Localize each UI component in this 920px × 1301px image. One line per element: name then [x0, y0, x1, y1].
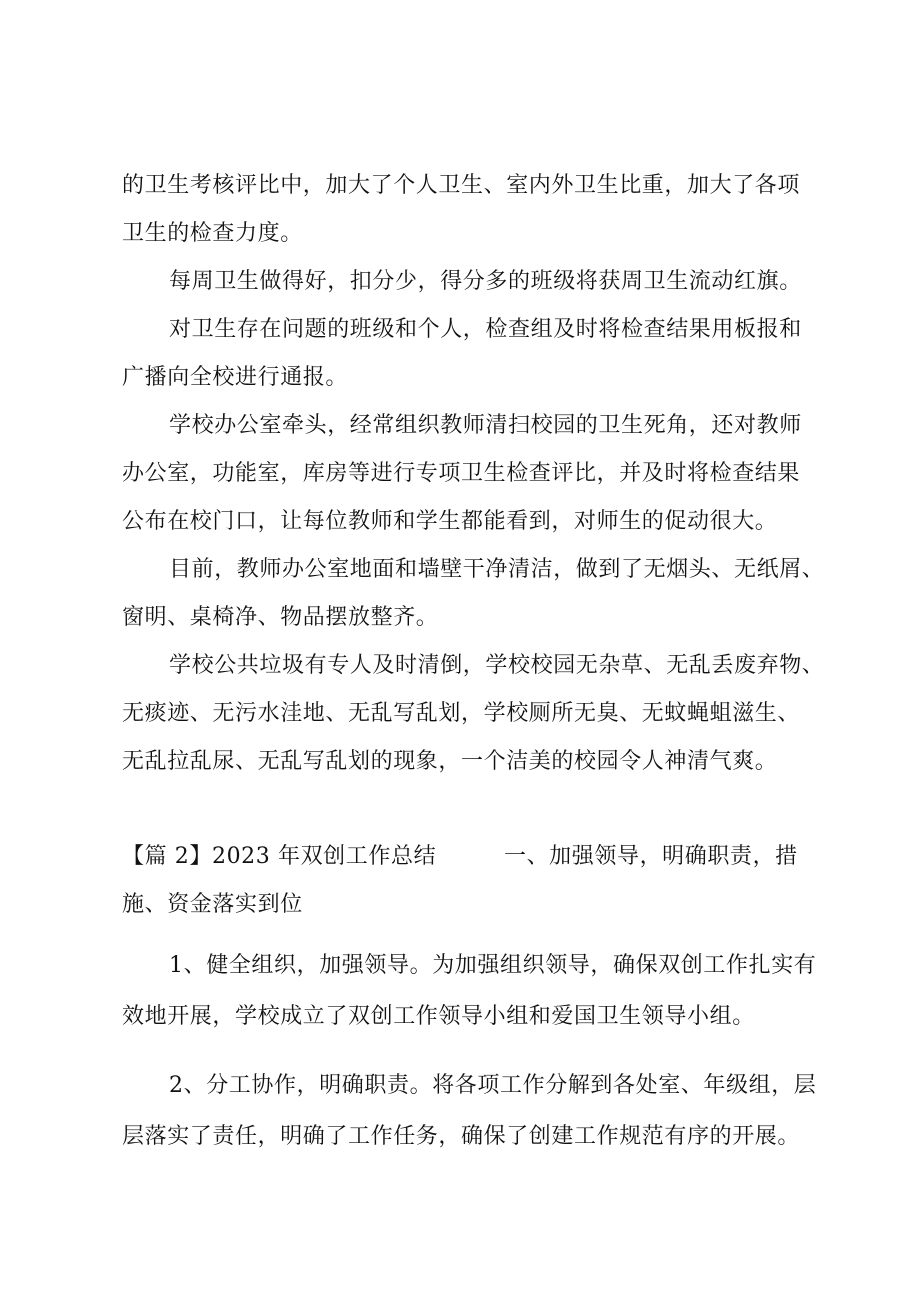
text-line: 无乱拉乱尿、无乱写乱划的现象，一个洁美的校园令人神清气爽。 [122, 749, 778, 774]
text-line: 每周卫生做得好，扣分少，得分多的班级将获周卫生流动红旗。 [169, 269, 802, 294]
section-heading-line: 【篇 2】2023 年双创工作总结 一、加强领导，明确职责，措 [122, 844, 798, 869]
text-line: 效地开展，学校成立了双创工作领导小组和爱国卫生领导小组。 [122, 1004, 755, 1029]
text-line: 广播向全校进行通报。 [122, 365, 349, 390]
text-line: 1、健全组织，加强领导。为加强组织领导，确保双创工作扎实有 [169, 953, 817, 978]
text-line: 2、分工协作，明确职责。将各项工作分解到各处室、年级组，层 [169, 1073, 817, 1098]
text-line: 对卫生存在问题的班级和个人，检查组及时将检查结果用板报和 [169, 317, 802, 342]
text-line: 学校公共垃圾有专人及时清倒，学校校园无杂草、无乱丢废弃物、 [169, 653, 825, 678]
text-line: 办公室，功能室，库房等进行专项卫生检查评比，并及时将检查结果 [122, 461, 801, 486]
text-line: 卫生的检查力度。 [122, 221, 303, 246]
text-line: 窗明、桌椅净、物品摆放整齐。 [122, 605, 439, 630]
section-heading-line: 施、资金落实到位 [122, 892, 303, 917]
text-line: 目前，教师办公室地面和墙壁干净清洁，做到了无烟头、无纸屑、 [169, 557, 825, 582]
text-line: 层落实了责任，明确了工作任务，确保了创建工作规范有序的开展。 [122, 1124, 801, 1149]
text-line: 无痰迹、无污水洼地、无乱写乱划，学校厕所无臭、无蚊蝇蛆滋生、 [122, 701, 801, 726]
text-line: 学校办公室牵头，经常组织教师清扫校园的卫生死角，还对教师 [169, 413, 802, 438]
text-line: 公布在校门口，让每位教师和学生都能看到，对师生的促动很大。 [122, 509, 778, 534]
text-line: 的卫生考核评比中，加大了个人卫生、室内外卫生比重，加大了各项 [122, 173, 801, 198]
